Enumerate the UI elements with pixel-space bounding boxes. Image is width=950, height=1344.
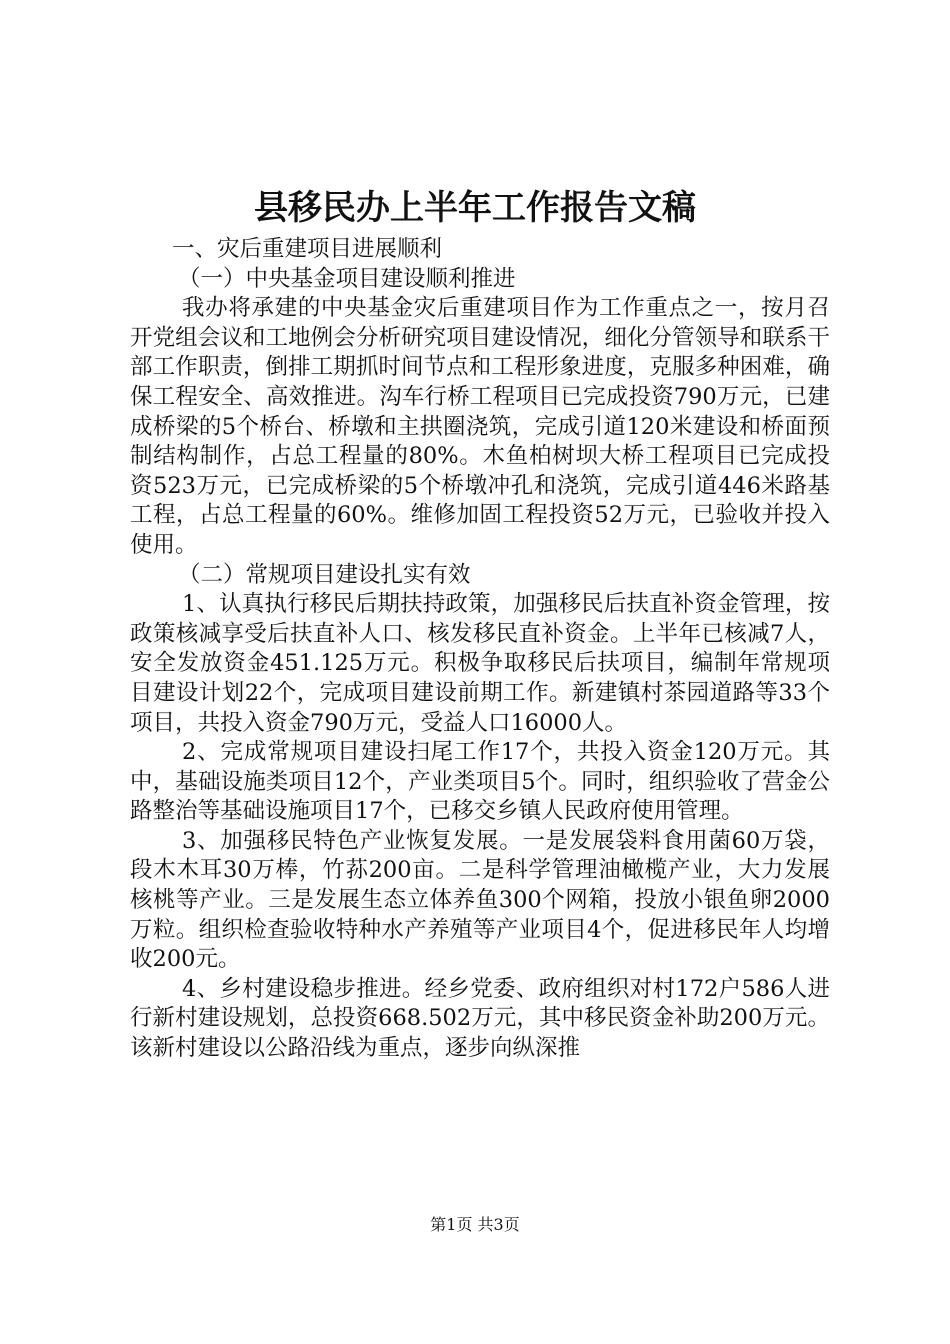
section-heading: 一、灾后重建项目进展顺利 [172, 236, 443, 262]
subsection-heading: （一）中央基金项目建设顺利推进 [178, 265, 516, 292]
body-paragraph: 4、乡村建设稳步推进。经乡党委、政府组织对村172户586人进行新村建设规划，总投资668.502万元，其中移民资金补助200万元。该新村建设以公路沿线为重点，逐步向纵深推 [130, 975, 830, 1062]
document-body [130, 235, 830, 1064]
body-paragraph: 3、加强移民特色产业恢复发展。一是发展袋料食用菌60万袋，段木木耳30万棒，竹荪200亩。二是科学管理油橄榄产业，大力发展核桃等产业。三是发展生态立体养鱼300个网箱，投放小银鱼卵2000万粒。组织检查验收特种水产养殖等产业项目4个，促进移民年人均增收200元。 [130, 827, 830, 973]
subsection-heading: （二）常规项目建设扎实有效 [178, 561, 471, 588]
body-paragraph: 我办将承建的中央基金灾后重建项目作为工作重点之一，按月召开党组会议和工地例会分析研究项目建设情况，细化分管领导和联系干部工作职责，倒排工期抓时间节点和工程形象进度，克服多种困难，确保工程安全、高效推进。沟车行桥工程项目已完成投资790万元，已建成桥梁的5个桥台、桥墩和主拱圈浇筑，完成引道120米建设和桥面预制结构制作，占总工程量的80%。木鱼柏树坝大桥工程项目已完成投资523万元，已完成桥梁的5个桥墩冲孔和浇筑，完成引道446米路基工程，占总工程量的60%。维修加固工程投资52万元，已验收并投入使用。 [130, 295, 830, 558]
body-paragraph: 2、完成常规项目建设扫尾工作17个，共投入资金120万元。其中，基础设施类项目12个，产业类项目5个。同时，组织验收了营金公路整治等基础设施项目17个，已移交乡镇人民政府使用管理。 [130, 739, 830, 825]
document-title: 县移民办上半年工作报告文稿 [254, 188, 696, 228]
page-number-footer: 第1页 共3页 [430, 1215, 520, 1234]
body-paragraph: 1、认真执行移民后期扶持政策，加强移民后扶直补资金管理，按政策核减享受后扶直补人口、核发移民直补资金。上半年已核减7人，安全发放资金451.125万元。积极争取移民后扶项目，编制年常规项目建设计划22个，完成项目建设前期工作。新建镇村茶园道路等33个项目，共投入资金790万元，受益人口16000人。 [130, 591, 830, 736]
